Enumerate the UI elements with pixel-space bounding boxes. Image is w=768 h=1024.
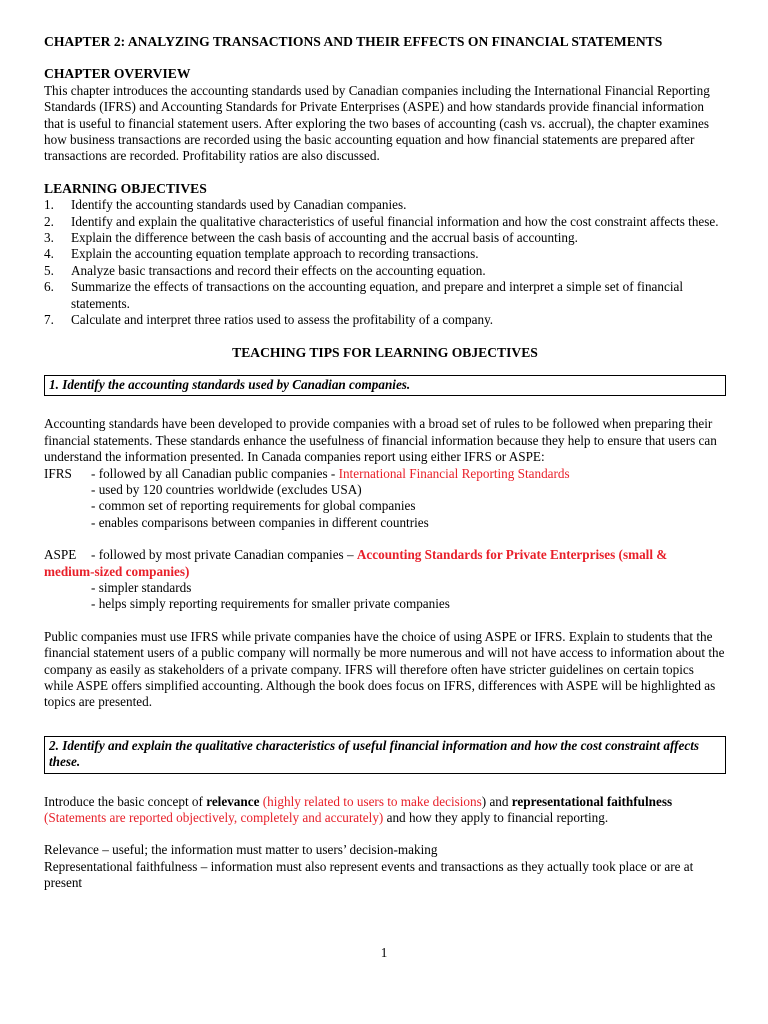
objective-item: 7. Calculate and interpret three ratios used to assess the profitability of a company.: [44, 312, 494, 328]
aspe-full-name: Accounting Standards for Private Enterprises (small &: [356, 547, 668, 563]
teaching-tips-heading: TEACHING TIPS FOR LEARNING OBJECTIVES: [232, 344, 538, 360]
section1-closing: Public companies must use IFRS while private companies have the choice of using ASPE or IFRS. Explain to students that the financial statement users of a public company will normally be more numerous and will not have access to information about the company as easily as stakeholders of a private company. IFRS will therefore often have stricter guidelines on certain topics while ASPE offers simplified accounting. Although the book does focus on IFRS, differences with ASPE will be highlighted as topics are presented.: [44, 628, 725, 710]
aspe-row: ASPE - followed by most private Canadian companies – Accounting Standards for Private Enterprises (small &: [44, 547, 668, 563]
overview-heading: CHAPTER OVERVIEW: [44, 66, 191, 82]
aspe-label: ASPE: [44, 547, 77, 563]
section2-title-box: 2. Identify and explain the qualitative characteristics of useful financial information and how the cost constraint affects these.: [44, 736, 726, 774]
rep-faithfulness-line: Representational faithfulness – information must also represent events and transactions as they actually took place or are at present: [44, 858, 694, 891]
objectives-heading: LEARNING OBJECTIVES: [44, 180, 207, 196]
objective-item: 6. Summarize the effects of transactions on the accounting equation, and prepare and interpret a simple set of financial statements.: [44, 279, 684, 311]
ifrs-bullet: - common set of reporting requirements for global companies: [91, 498, 416, 514]
aspe-bullet: - simpler standards: [91, 579, 192, 595]
ifrs-bullet: - used by 120 countries worldwide (excludes USA): [91, 481, 362, 497]
objective-item: 2. Identify and explain the qualitative characteristics of useful financial information and how the cost constraint affects these.: [44, 213, 719, 229]
ifrs-row: IFRS - followed by all Canadian public companies - International Financial Reporting Standards: [44, 465, 570, 481]
section1-intro: Accounting standards have been developed to provide companies with a broad set of rules to be followed when preparing their financial statements. These standards enhance the usefulness of financial information because they help to ensure that users can understand the information presented. In Canada companies report using either IFRS or ASPE:: [44, 416, 717, 465]
term-relevance: relevance: [206, 793, 260, 809]
objective-item: 4. Explain the accounting equation template approach to recording transactions.: [44, 246, 479, 262]
relevance-line: Relevance – useful; the information must matter to users’ decision-making: [44, 842, 438, 858]
overview-text: This chapter introduces the accounting standards used by Canadian companies including the International Financial Reporting Standards (IFRS) and Accounting Standards for Private Enterprises (ASPE) and how standards provide financial information that is useful to financial statement users. After exploring the two bases of accounting (cash vs. accrual), the chapter examines how business transactions are recorded using the basic accounting equation and how financial statements are prepared after transactions are recorded. Profitability ratios are also discussed.: [44, 82, 710, 164]
aspe-bullet: - helps simply reporting requirements for smaller private companies: [91, 596, 450, 612]
objective-item: 3. Explain the difference between the cash basis of accounting and the accrual basis of accounting.: [44, 230, 578, 246]
objectives-list: [44, 197, 726, 328]
page-number: 1: [380, 945, 388, 960]
chapter-title: CHAPTER 2: ANALYZING TRANSACTIONS AND THEIR EFFECTS ON FINANCIAL STATEMENTS: [44, 34, 663, 49]
ifrs-label: IFRS: [44, 465, 72, 481]
objective-item: 1. Identify the accounting standards used by Canadian companies.: [44, 197, 407, 213]
document-page: [44, 34, 726, 892]
term-representational-faithfulness: representational faithfulness: [511, 793, 673, 809]
aspe-full-name-cont: medium-sized companies): [44, 563, 190, 579]
objective-item: 5. Analyze basic transactions and record their effects on the accounting equation.: [44, 262, 486, 278]
ifrs-bullet: - enables comparisons between companies in different countries: [91, 514, 429, 530]
section1-title-box: 1. Identify the accounting standards used by Canadian companies.: [44, 375, 726, 396]
section2-intro: Introduce the basic concept of relevance (highly related to users to make decisions) and representational faithfulness (Statements are reported objectively, completely and accurately) and how they apply to financial reporting.: [44, 793, 673, 826]
ifrs-full-name: International Financial Reporting Standards: [338, 465, 570, 481]
